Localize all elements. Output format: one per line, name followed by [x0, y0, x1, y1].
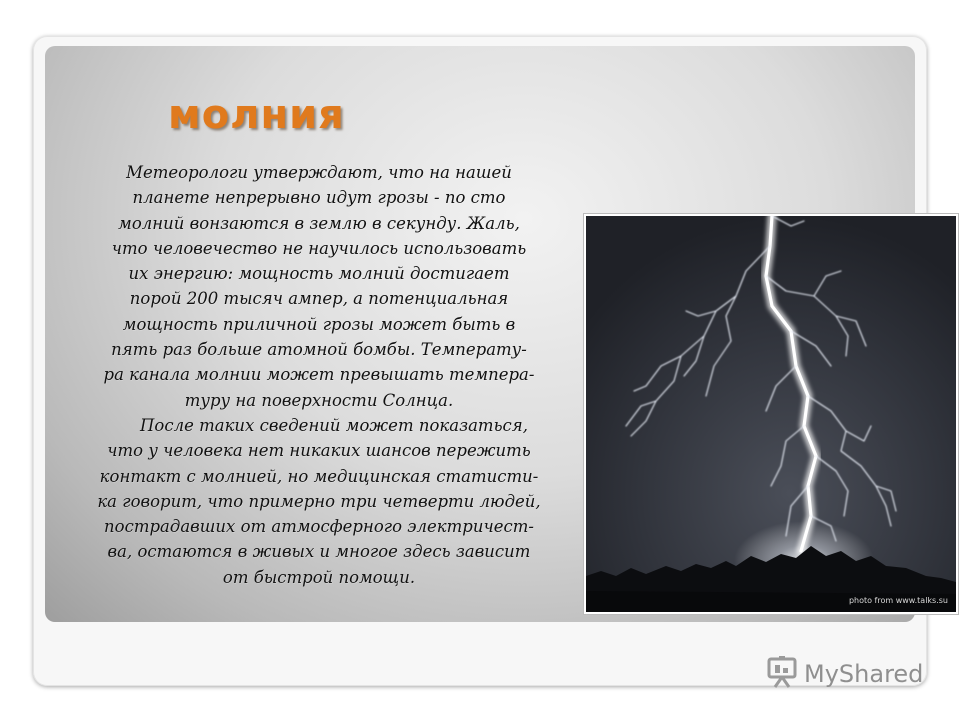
lightning-image — [586, 216, 956, 612]
text-line: пять раз больше атомной бомбы. Температу- — [111, 340, 527, 360]
text-line: ка говорит, что примерно три четверти людей, — [97, 491, 541, 511]
text-line: пострадавших от атмосферного электричест- — [104, 517, 534, 537]
slide-body-text — [80, 160, 558, 590]
lightning-photo — [584, 214, 958, 614]
text-line: контакт с молнией, но медицинская статисти- — [99, 466, 539, 486]
watermark-text: MyShared — [804, 660, 924, 688]
text-line: мощность приличной грозы может быть в — [122, 314, 516, 334]
text-line: от быстрой помощи. — [222, 567, 416, 587]
text-line: планете непрерывно идут грозы - по сто — [132, 188, 506, 208]
text-line: Метеорологи утверждают, что на нашей — [126, 163, 512, 182]
text-line: туру на поверхности Солнца. — [184, 390, 454, 410]
watermark — [766, 656, 923, 692]
text-line: порой 200 тысяч ампер, а потенциальная — [129, 289, 509, 309]
photo-credit: photo from www.talks.su — [848, 596, 948, 605]
slide-title: молния — [168, 92, 345, 138]
text-line: ра канала молнии может превышать темпера- — [103, 365, 535, 385]
text-line: что человечество не научилось использовать — [111, 238, 527, 258]
text-line: После таких сведений может показаться, — [140, 415, 528, 435]
text-line: ва, остаются в живых и многое здесь зависит — [107, 542, 531, 562]
presentation-board-icon — [766, 656, 800, 692]
text-line: что у человека нет никаких шансов пережить — [107, 441, 531, 461]
text-line: их энергию: мощность молний достигает — [128, 264, 510, 284]
text-line: молний вонзаются в землю в секунду. Жаль, — [118, 213, 520, 233]
